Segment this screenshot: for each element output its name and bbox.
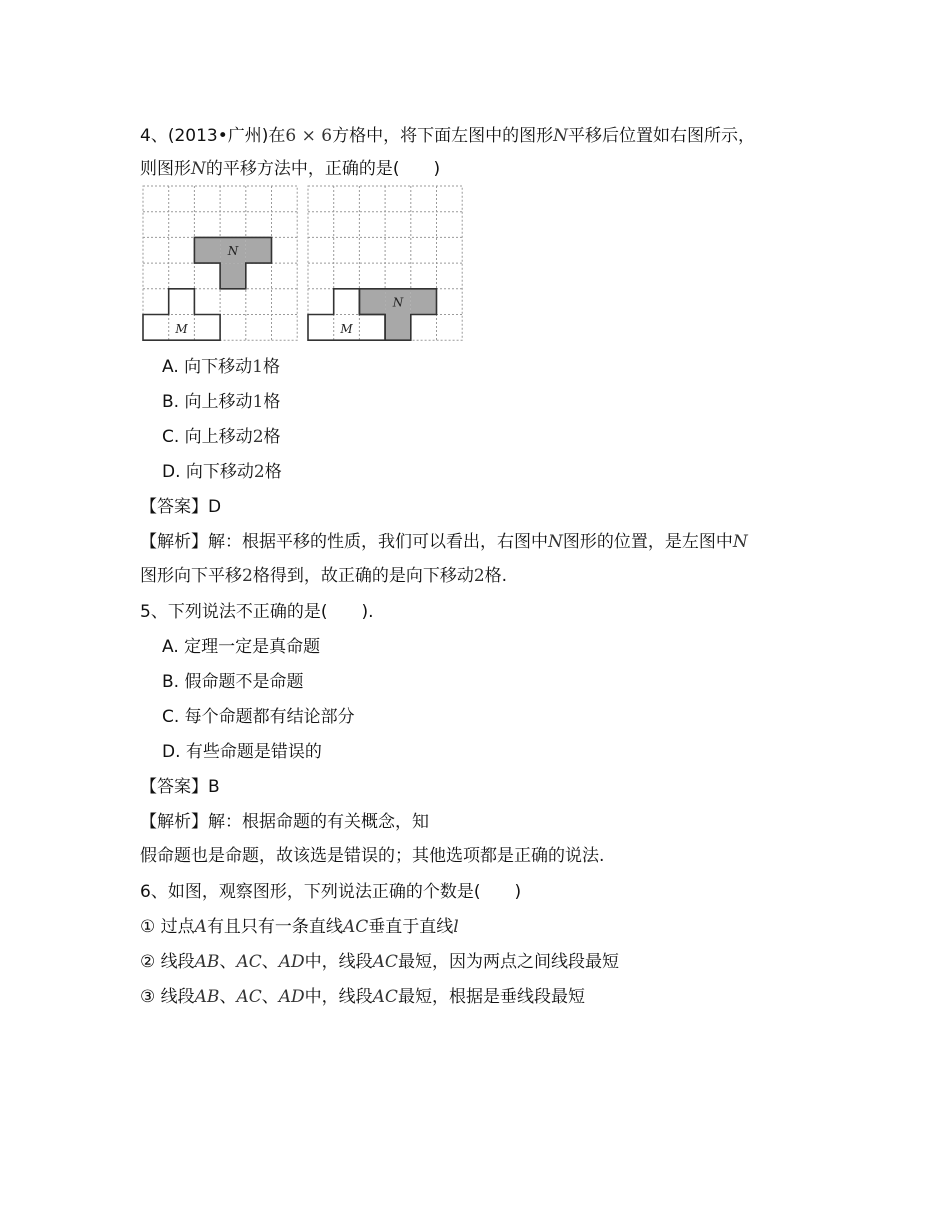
q6-statement-1: ① 过点A有且只有一条直线AC垂直于直线l — [140, 917, 459, 937]
q5-answer: 【答案】B — [140, 777, 220, 797]
shape-n-cell — [385, 315, 411, 341]
shape-n-cell — [411, 289, 437, 315]
q5-option-a[interactable]: A. 定理一定是真命题 — [162, 637, 321, 657]
shape-n-label: N — [392, 295, 404, 310]
q5-stem: 5、下列说法不正确的是( ). — [140, 602, 374, 622]
q4-option-b[interactable]: B. 向上移动1格 — [162, 392, 281, 412]
grid-right — [308, 186, 462, 340]
q4-option-c[interactable]: C. 向上移动2格 — [162, 427, 281, 447]
shape-n-cell — [359, 289, 385, 315]
q5-analysis-line1: 【解析】解：根据命题的有关概念，知 — [140, 812, 429, 832]
q4-option-a[interactable]: A. 向下移动1格 — [162, 357, 280, 377]
q4-stem-line2: 则图形N的平移方法中，正确的是( ) — [140, 159, 441, 179]
q4-option-d[interactable]: D. 向下移动2格 — [162, 462, 282, 482]
shape-n-cell — [220, 263, 246, 289]
q6-stem: 6、如图，观察图形，下列说法正确的个数是( ) — [140, 882, 522, 902]
q4-answer: 【答案】D — [140, 497, 222, 517]
q5-option-b[interactable]: B. 假命题不是命题 — [162, 672, 304, 692]
q4-analysis-line1: 【解析】解：根据平移的性质，我们可以看出，右图中N图形的位置，是左图中N — [140, 532, 748, 552]
q5-analysis-line2: 假命题也是命题，故该选是错误的；其他选项都是正确的说法. — [140, 846, 605, 866]
q4-analysis-line2: 图形向下平移2格得到，故正确的是向下移动2格. — [140, 566, 508, 586]
q4-figure — [141, 184, 467, 342]
shape-n-label: N — [227, 243, 239, 258]
q6-statement-2: ② 线段AB、AC、AD中，线段AC最短，因为两点之间线段最短 — [140, 952, 619, 972]
shape-m-label: M — [175, 322, 188, 337]
q4-stem-line1: 4、(2013•广州)在6 × 6方格中，将下面左图中的图形N平移后位置如右图所示， — [140, 126, 755, 146]
q5-option-c[interactable]: C. 每个命题都有结论部分 — [162, 707, 355, 727]
q5-option-d[interactable]: D. 有些命题是错误的 — [162, 742, 322, 762]
q6-statement-3: ③ 线段AB、AC、AD中，线段AC最短，根据是垂线段最短 — [140, 987, 585, 1007]
shape-n-cell — [246, 237, 272, 263]
grid-left — [143, 186, 297, 340]
shape-m-label: M — [340, 322, 353, 337]
shape-n-cell — [194, 237, 220, 263]
